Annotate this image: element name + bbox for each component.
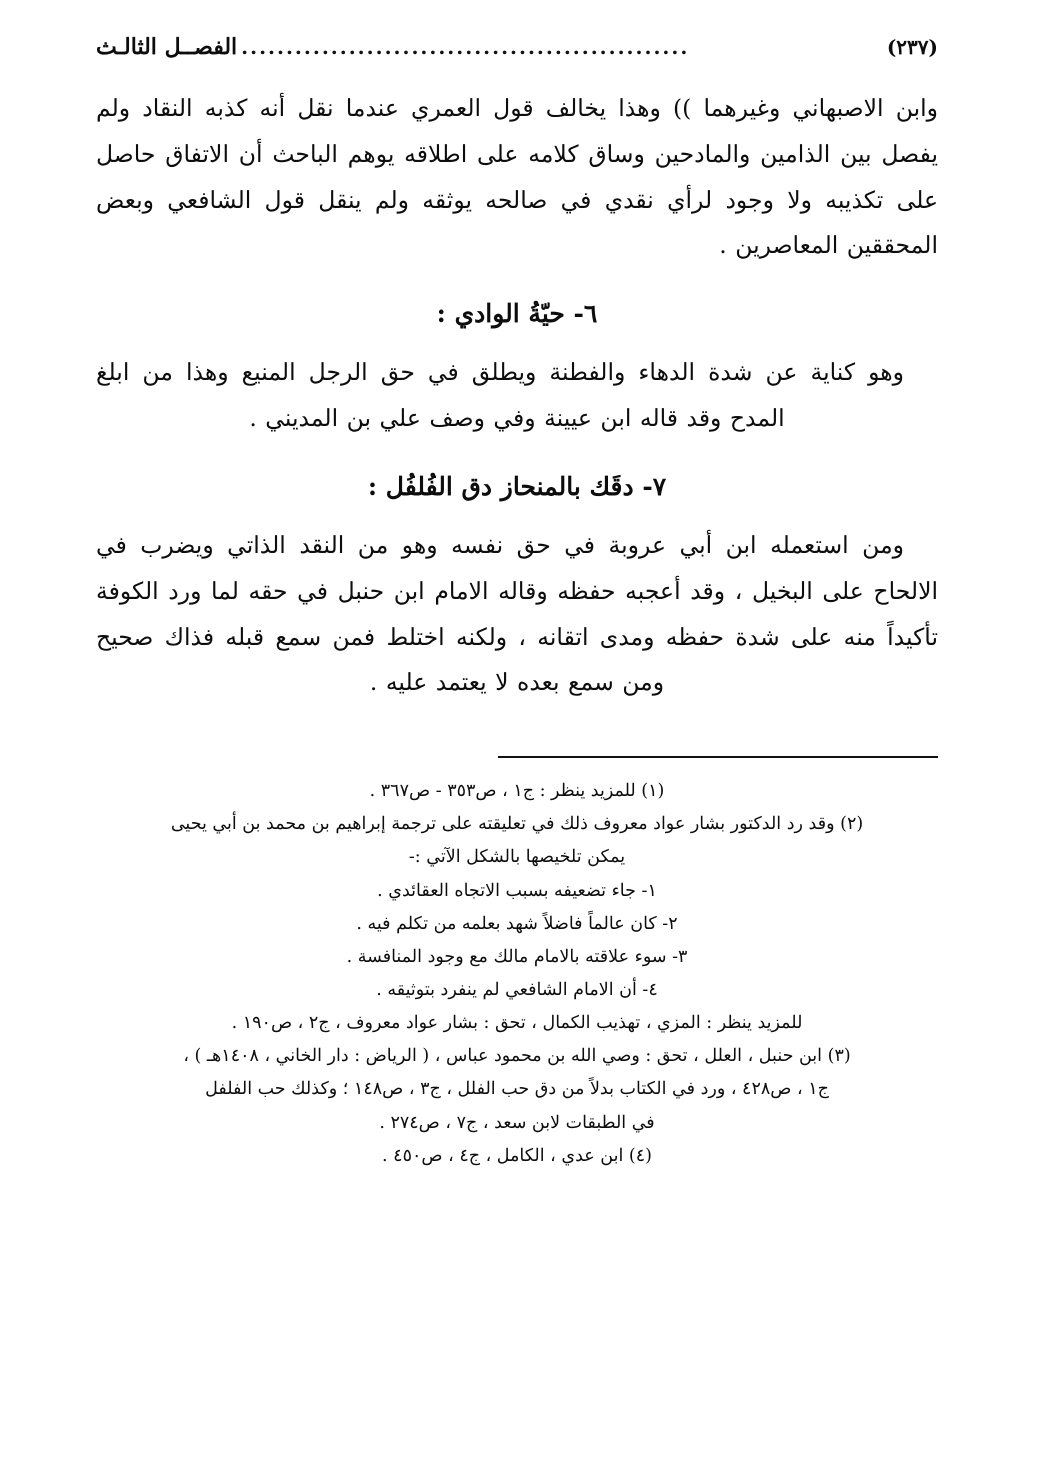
footnote-separator	[96, 716, 938, 776]
footnote-item: (٢) وقد رد الدكتور بشار عواد معروف ذلك في تعليقته على ترجمة إبراهيم بن محمد بن أبي يحيى	[170, 814, 864, 835]
paragraph-continuation	[96, 86, 938, 269]
footnote-item: ج١ ، ص٤٢٨ ، ورد في الكتاب بدلاً من دق حب الفلل ، ج٣ ، ص١٤٨ ؛ وكذلك حب الفلفل	[205, 1079, 829, 1100]
heading-item-6: ٦- حيّةُ الوادي :	[436, 299, 598, 329]
paragraph-2	[96, 350, 938, 442]
paragraph-2-text: وهو كناية عن شدة الدهاء والفطنة ويطلق في حق الرجل المنيع وهذا من ابلغ المدح وقد قاله ابن عيينة وفي وصف علي بن المديني .	[96, 358, 904, 433]
footnote-item: ٤- أن الامام الشافعي لم ينفرد بتوثيقه .	[376, 979, 658, 1000]
footnote-item: ١- جاء تضعيفه بسبب الاتجاه العقائدي .	[377, 880, 657, 901]
footnote-item: (١) للمزيد ينظر : ج١ ، ص٣٥٣ - ص٣٦٧ .	[369, 781, 665, 802]
paragraph-1-text: وابن الاصبهاني وغيرهما )) وهذا يخالف قول العمري عندما نقل أنه كذبه النقاد ولم يفصل بين الذامين والمادحين وساق كلامه على اطلاقه يوهم الباحث أن الاتفاق حاصل على تكذيبه ولا وجود لرأي نقدي في صالحه يوثقه ولم ينقل قول الشافعي وبعض المحققين المعاصرين .	[96, 94, 938, 260]
footnote-item: ٣- سوء علاقته بالامام مالك مع وجود المنافسة .	[346, 946, 688, 967]
footnote-item: (٤) ابن عدي ، الكامل ، ج٤ ، ص٤٥٠ .	[382, 1145, 652, 1166]
header-dot-leader: ..................................................	[241, 35, 690, 59]
footnote-item: ٢- كان عالماً فاضلاً شهد بعلمه من تكلم فيه .	[356, 913, 678, 934]
footnotes-block	[96, 776, 938, 1172]
page-number: (٢٣٧)	[886, 35, 938, 59]
footnote-item: يمكن تلخيصها بالشكل الآتي :-	[408, 847, 626, 868]
heading-item-7: ٧- دقَك بالمنحاز دق الفُلفُل :	[367, 471, 667, 501]
paragraph-3	[96, 523, 938, 706]
footnote-item: للمزيد ينظر : المزي ، تهذيب الكمال ، تحق : بشار عواد معروف ، ج٢ ، ص١٩٠ .	[231, 1013, 803, 1034]
paragraph-3-text: ومن استعمله ابن أبي عروبة في حق نفسه وهو من النقد الذاتي ويضرب في الالحاح على البخيل ، وقد أعجبه حفظه وقاله الامام ابن حنبل في حقه لما ورد الكوفة تأكيداً منه على شدة حفظه ومدى اتقانه ، ولكنه اختلط فمن سمع قبله فذاك صحيح ومن سمع بعده لا يعتمد عليه .	[96, 530, 938, 697]
footnote-item: في الطبقات لابن سعد ، ج٧ ، ص٢٧٤ .	[379, 1112, 655, 1133]
page-header	[96, 34, 938, 60]
chapter-title: الفصــل الثالـث	[96, 34, 238, 60]
footnote-item: (٣) ابن حنبل ، العلل ، تحق : وصي الله بن محمود عباس ، ( الرياض : دار الخاني ، ١٤٠٨هـ ) ،	[183, 1046, 851, 1067]
